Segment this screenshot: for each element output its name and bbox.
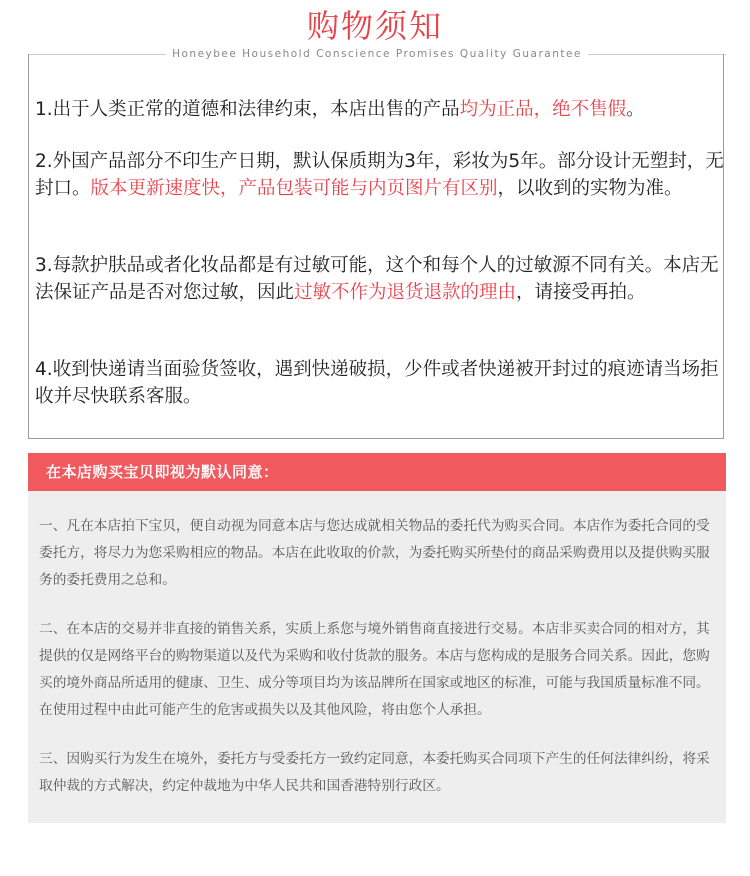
notice-item-2: [35, 148, 725, 202]
terms-paragraph-1: 一、凡在本店拍下宝贝，便自动视为同意本店与您达成就相关物品的委托代为购买合同。本店作为委托合同的受委托方，将尽力为您采购相应的物品。本店在此收取的价款，为委托购买所垫付的商品采购费用以及提供购买服务的委托费用之总和。: [39, 518, 710, 588]
notice-item-3: [35, 252, 725, 306]
notice-item-2-text: 2.外国产品部分不印生产日期，默认保质期为3年，彩妆为5年。部分设计无塑封，无封口。: [35, 151, 724, 199]
notice-item-3-text: 3.每款护肤品或者化妆品都是有过敏可能，这个和每个人的过敏源不同有关。本店无法保证产品是否对您过敏，因此: [35, 255, 719, 303]
notice-item-3-end: ，请接受再拍。: [516, 282, 646, 303]
page-subtitle: Honeybee Household Conscience Promises Quality Guarantee: [172, 48, 582, 60]
notice-item-2-end: ，以收到的实物为准。: [497, 178, 683, 199]
terms-box: [28, 491, 726, 823]
notice-item-1-end: 。: [626, 99, 645, 120]
terms-paragraph-2: 二、在本店的交易并非直接的销售关系，实质上系您与境外销售商直接进行交易。本店非买卖合同的相对方，其提供的仅是网络平台的购物渠道以及代为采购和收付货款的服务。本店与您构成的是服务合同关系。因此，您购买的境外商品所适用的健康、卫生、成分等项目均为该品牌所在国家或地区的标准，可能与我国质量标准不同。在使用过程中由此可能产生的危害或损失以及其他风险，将由您个人承担。: [39, 621, 710, 718]
shopping-notice-box: [28, 54, 724, 439]
terms-banner: [28, 453, 726, 491]
terms-paragraph-3: 三、因购买行为发生在境外，委托方与受委托方一致约定同意，本委托购买合同项下产生的任何法律纠纷，将采取仲裁的方式解决，约定仲裁地为中华人民共和国香港特别行政区。: [39, 751, 710, 794]
notice-item-4-text: 4.收到快递请当面验货签收，遇到快递破损，少件或者快递被开封过的痕迹请当场拒收并尽快联系客服。: [35, 359, 719, 407]
notice-item-1-text: 1.出于人类正常的道德和法律约束，本店出售的产品: [35, 99, 460, 120]
notice-item-4: [35, 356, 725, 410]
notice-item-3-highlight: 过敏不作为退货退款的理由: [294, 282, 517, 303]
notice-item-1: [35, 96, 725, 123]
terms-banner-title: 在本店购买宝贝即视为默认同意：: [46, 463, 279, 481]
notice-item-1-highlight: 均为正品，绝不售假: [459, 99, 627, 120]
notice-item-2-highlight: 版本更新速度快，产品包装可能与内页图片有区别: [90, 178, 498, 199]
page-title: 购物须知: [306, 7, 443, 45]
